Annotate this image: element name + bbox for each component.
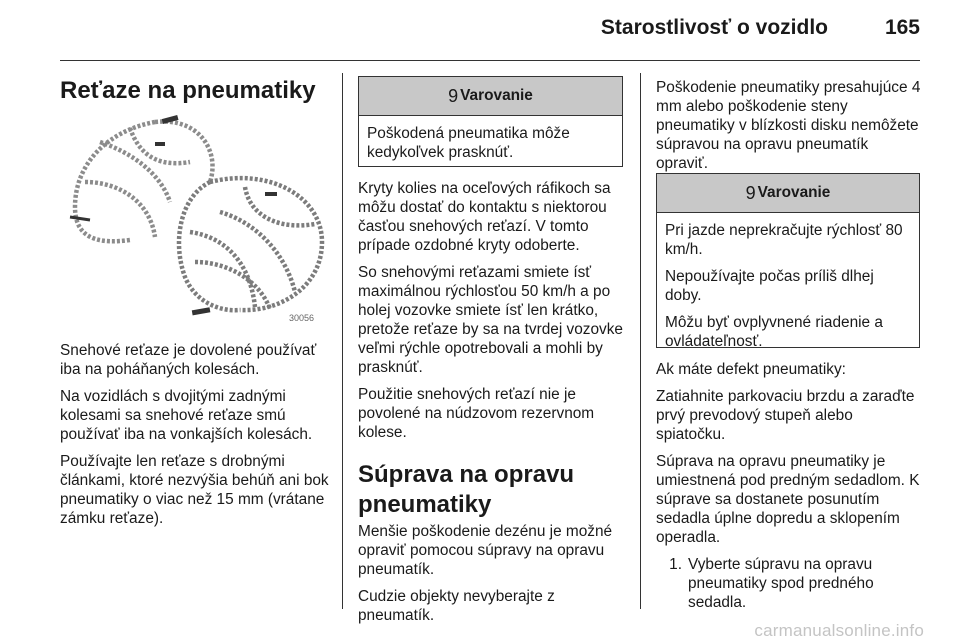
chain-end-left xyxy=(70,217,90,220)
chain-loop-upper xyxy=(75,122,213,242)
warning-text: Môžu byť ovplyvnené riadenie a ovládateľnosť. xyxy=(665,314,883,350)
header-rule xyxy=(60,60,920,61)
warning-header xyxy=(359,77,622,116)
right-column-intro xyxy=(656,78,924,181)
list-item xyxy=(656,555,924,612)
watermark: carmanualsonline.info xyxy=(754,621,924,640)
running-header-title: Starostlivosť o vozidlo xyxy=(600,16,828,39)
warning-icon: 9 xyxy=(448,85,459,106)
chain-hook-bottom xyxy=(192,307,211,315)
chain-hook-mid xyxy=(155,142,165,146)
paragraph: Súprava na opravu pneumatiky je umiestnená pod predným sedadlom. K súprave sa dostanete posunutím sedadla úplne dopredu a sklopením operadla. xyxy=(656,453,920,546)
warning-text: Pri jazde neprekračujte rýchlosť 80 km/h. xyxy=(665,222,903,258)
warning-body xyxy=(657,213,919,359)
snow-chains-illustration xyxy=(60,112,328,324)
page-number: 165 xyxy=(884,16,920,39)
section-heading-tire-chains: Reťaze na pneumatiky xyxy=(60,77,316,104)
paragraph: Na vozidlách s dvojitými zadnými kolesami sa snehové reťaze smú používať iba na vonkajších kolesách. xyxy=(60,388,313,443)
middle-column-text xyxy=(358,179,630,633)
chain-loop-lower xyxy=(179,178,322,310)
paragraph: Ak máte defekt pneumatiky: xyxy=(656,361,846,378)
warning-title: Varovanie xyxy=(460,87,533,104)
paragraph: Snehové reťaze je dovolené používať iba na poháňaných kolesách. xyxy=(60,342,317,378)
column-divider-1 xyxy=(342,73,343,609)
warning-box-speed xyxy=(656,173,920,348)
warning-title: Varovanie xyxy=(757,184,831,201)
right-column-text xyxy=(656,360,924,612)
figure-number: 30056 xyxy=(289,313,315,323)
chain-hook-right xyxy=(265,192,277,196)
paragraph: Cudzie objekty nevyberajte z pneumatík. xyxy=(358,588,555,624)
paragraph: Zatiahnite parkovaciu brzdu a zaraďte prvý prevodový stupeň alebo spiatočku. xyxy=(656,388,915,443)
paragraph: Menšie poškodenie dezénu je možné opraviť pomocou súpravy na opravu pneumatík. xyxy=(358,523,613,578)
warning-text: Nepoužívajte počas príliš dlhej doby. xyxy=(665,268,874,304)
paragraph: Kryty kolies na oceľových ráfikoch sa môžu dostať do kontaktu s niektorou časťou snehových reťazí. V tomto prípade ozdobné kryty odoberte. xyxy=(358,180,611,254)
snow-chains-figure xyxy=(60,112,328,324)
left-column-text xyxy=(60,341,332,536)
warning-box-damaged-tire xyxy=(358,76,623,167)
section-heading-repair-kit: Súprava na opravu pneumatiky xyxy=(358,461,575,518)
warning-text: Poškodená pneumatika môže kedykoľvek prasknúť. xyxy=(367,125,570,161)
column-divider-2 xyxy=(640,73,641,609)
list-item-text: Vyberte súpravu na opravu pneumatiky spod predného sedadla. xyxy=(688,556,874,611)
paragraph: Používajte len reťaze s drobnými článkami, ktoré nezvýšia behúň ani bok pneumatiky o viac než 15 mm (vrátane zámku reťaze). xyxy=(60,453,329,527)
warning-icon: 9 xyxy=(745,182,756,203)
list-item-number: 1. xyxy=(669,556,682,573)
warning-header xyxy=(657,174,919,213)
paragraph: Použitie snehových reťazí nie je povolené na núdzovom rezervnom kolese. xyxy=(358,386,595,441)
paragraph: So snehovými reťazami smiete ísť maximálnou rýchlosťou 50 km/h a po holej vozovke smiete ísť len krátko, pretože reťaze by sa na tvrdej vozovke veľmi rýchle opotrebovali a mohli by prasknúť. xyxy=(358,264,623,376)
paragraph: Poškodenie pneumatiky presahujúce 4 mm alebo poškodenie steny pneumatiky v blízkosti disku nemôžete súpravou na opravu pneumatík opraviť. xyxy=(656,79,921,172)
warning-body xyxy=(359,116,622,170)
